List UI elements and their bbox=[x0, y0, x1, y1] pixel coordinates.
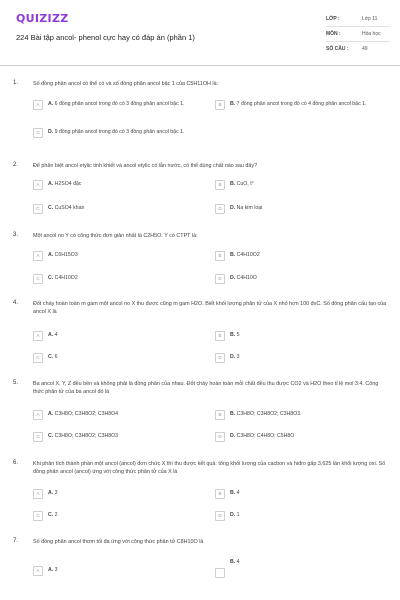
option-box[interactable]: C bbox=[33, 511, 43, 521]
option-text: D. 1 bbox=[230, 512, 240, 518]
option-text: D. C3H8O; C4H8O; C5H8O bbox=[230, 433, 295, 439]
option-box[interactable]: A bbox=[33, 566, 43, 576]
option-text: A. 6 đồng phân ancol trong đó có 3 đồng phân ancol bậc 1. bbox=[48, 101, 185, 107]
option-text: C. 2 bbox=[48, 512, 58, 518]
question-text: Khi phân tích thành phần một ancol (ancol) đơn chức X thì thu được kết quả: tổng khối lượng của cacbon và hiđro gấp 3,625 lần khối lượng oxi. Số đồng phân ancol (ancol) ứng với công thức phân tử của X là bbox=[33, 461, 386, 475]
question-text: Số đồng phân ancol thơm tối đa ứng với công thức phân tử C8H10O là bbox=[33, 539, 204, 545]
question-text: Ba ancol X, Y, Z đều bền và không phải là đồng phân của nhau. Đốt cháy hoàn toàn mỗi chất đều thu được CO2 và H2O theo tỉ lệ mol 3:4. Công thức phân tử của ba ancol đó là bbox=[33, 381, 379, 395]
meta-divider bbox=[326, 41, 390, 42]
option-text: C. CuSO4 khan bbox=[48, 205, 85, 211]
option-text: D. C4H10O bbox=[230, 275, 257, 281]
option-box[interactable]: B bbox=[215, 410, 225, 420]
option-text: A. 3 bbox=[48, 490, 58, 496]
option-box[interactable]: A bbox=[33, 489, 43, 499]
option-box[interactable]: B bbox=[215, 100, 225, 110]
meta-count-value: 49 bbox=[362, 46, 368, 52]
option-text: B. 7 đồng phân ancol trong đó có 4 đồng phân ancol bậc 1. bbox=[230, 101, 367, 107]
option-box[interactable]: A bbox=[33, 410, 43, 420]
meta-divider bbox=[326, 26, 390, 27]
question-number: 6. bbox=[13, 460, 19, 466]
question-text: Số đồng phân ancol có thể có và số đồng phân ancol bậc 1 của C5H11OH là: bbox=[33, 81, 219, 87]
option-box[interactable]: C bbox=[33, 353, 43, 363]
meta-subject-value: Hóa học bbox=[362, 31, 381, 37]
option-text: B. 5 bbox=[230, 332, 240, 338]
meta-subject-label: MÔN : bbox=[326, 31, 341, 37]
worksheet-header bbox=[0, 0, 400, 66]
meta-grade-value: Lớp 11 bbox=[362, 16, 378, 22]
question-number: 1. bbox=[13, 80, 19, 86]
option-box[interactable]: B bbox=[215, 489, 225, 499]
option-text: B. C3H8O; C3H8O2; C3H8O3. bbox=[230, 411, 302, 417]
option-box[interactable]: A bbox=[33, 100, 43, 110]
question-number: 2. bbox=[13, 162, 19, 168]
option-text: A. 4 bbox=[48, 332, 58, 338]
option-text: A. C6H15O3 bbox=[48, 252, 78, 258]
question-number: 7. bbox=[13, 538, 19, 544]
option-text: B. CuO, t° bbox=[230, 181, 254, 187]
option-box[interactable] bbox=[215, 568, 225, 578]
option-box[interactable]: C bbox=[33, 432, 43, 442]
option-box[interactable]: B bbox=[215, 331, 225, 341]
option-box[interactable]: B bbox=[215, 251, 225, 261]
option-box[interactable]: D bbox=[215, 432, 225, 442]
option-text: D. 3 bbox=[230, 354, 240, 360]
option-box[interactable]: B bbox=[215, 180, 225, 190]
option-text: A. C3H8O; C3H8O2; C3H8O4 bbox=[48, 411, 119, 417]
option-text: D. Na kim loại bbox=[230, 205, 263, 211]
option-text: A. H2SO4 đặc bbox=[48, 181, 82, 187]
option-box[interactable]: D bbox=[215, 274, 225, 284]
question-text: Đốt cháy hoàn toàn m gam một ancol no X thu được cũng m gam H2O. Biết khối lượng phân tử của X nhỏ hơn 100 đvC. Số đồng phân cấu tạo của ancol X là bbox=[33, 301, 387, 315]
question-text: Để phân biệt ancol etylic tinh khiết và ancol etylic có lẫn nước, có thể dùng chất nào sau đây? bbox=[33, 163, 258, 169]
quizizz-logo: QUIZIZZ bbox=[16, 12, 69, 25]
option-box[interactable]: D bbox=[215, 353, 225, 363]
worksheet-title: 224 Bài tập ancol- phenol cực hay có đáp án (phần 1) bbox=[16, 33, 195, 42]
option-text: C. C3H8O; C3H8O2; C3H8O3 bbox=[48, 433, 119, 439]
option-text: C. 6 bbox=[48, 354, 58, 360]
option-text: D. 9 đồng phân ancol trong đó có 3 đồng phân ancol bậc 1. bbox=[48, 129, 185, 135]
question-number: 4. bbox=[13, 300, 19, 306]
option-text: B. 4 bbox=[230, 490, 240, 496]
option-text: B. 4 bbox=[230, 559, 240, 565]
option-box[interactable]: C bbox=[33, 274, 43, 284]
option-text: C. C4H10O2 bbox=[48, 275, 78, 281]
question-number: 5. bbox=[13, 380, 19, 386]
option-box[interactable]: A bbox=[33, 251, 43, 261]
option-text: A. 3 bbox=[48, 567, 58, 573]
meta-count-label: SỐ CÂU : bbox=[326, 46, 349, 52]
question-number: 3. bbox=[13, 232, 19, 238]
meta-grade-label: LỚP : bbox=[326, 16, 340, 22]
option-box[interactable]: C bbox=[33, 204, 43, 214]
option-box[interactable]: D bbox=[215, 511, 225, 521]
option-box[interactable]: A bbox=[33, 331, 43, 341]
option-box[interactable]: C bbox=[33, 128, 43, 138]
question-text: Một ancol no Y có công thức đơn giản nhất là C2H5O. Y có CTPT là: bbox=[33, 233, 198, 239]
option-text: B. C4H10O2 bbox=[230, 252, 260, 258]
option-box[interactable]: D bbox=[215, 204, 225, 214]
option-box[interactable]: A bbox=[33, 180, 43, 190]
